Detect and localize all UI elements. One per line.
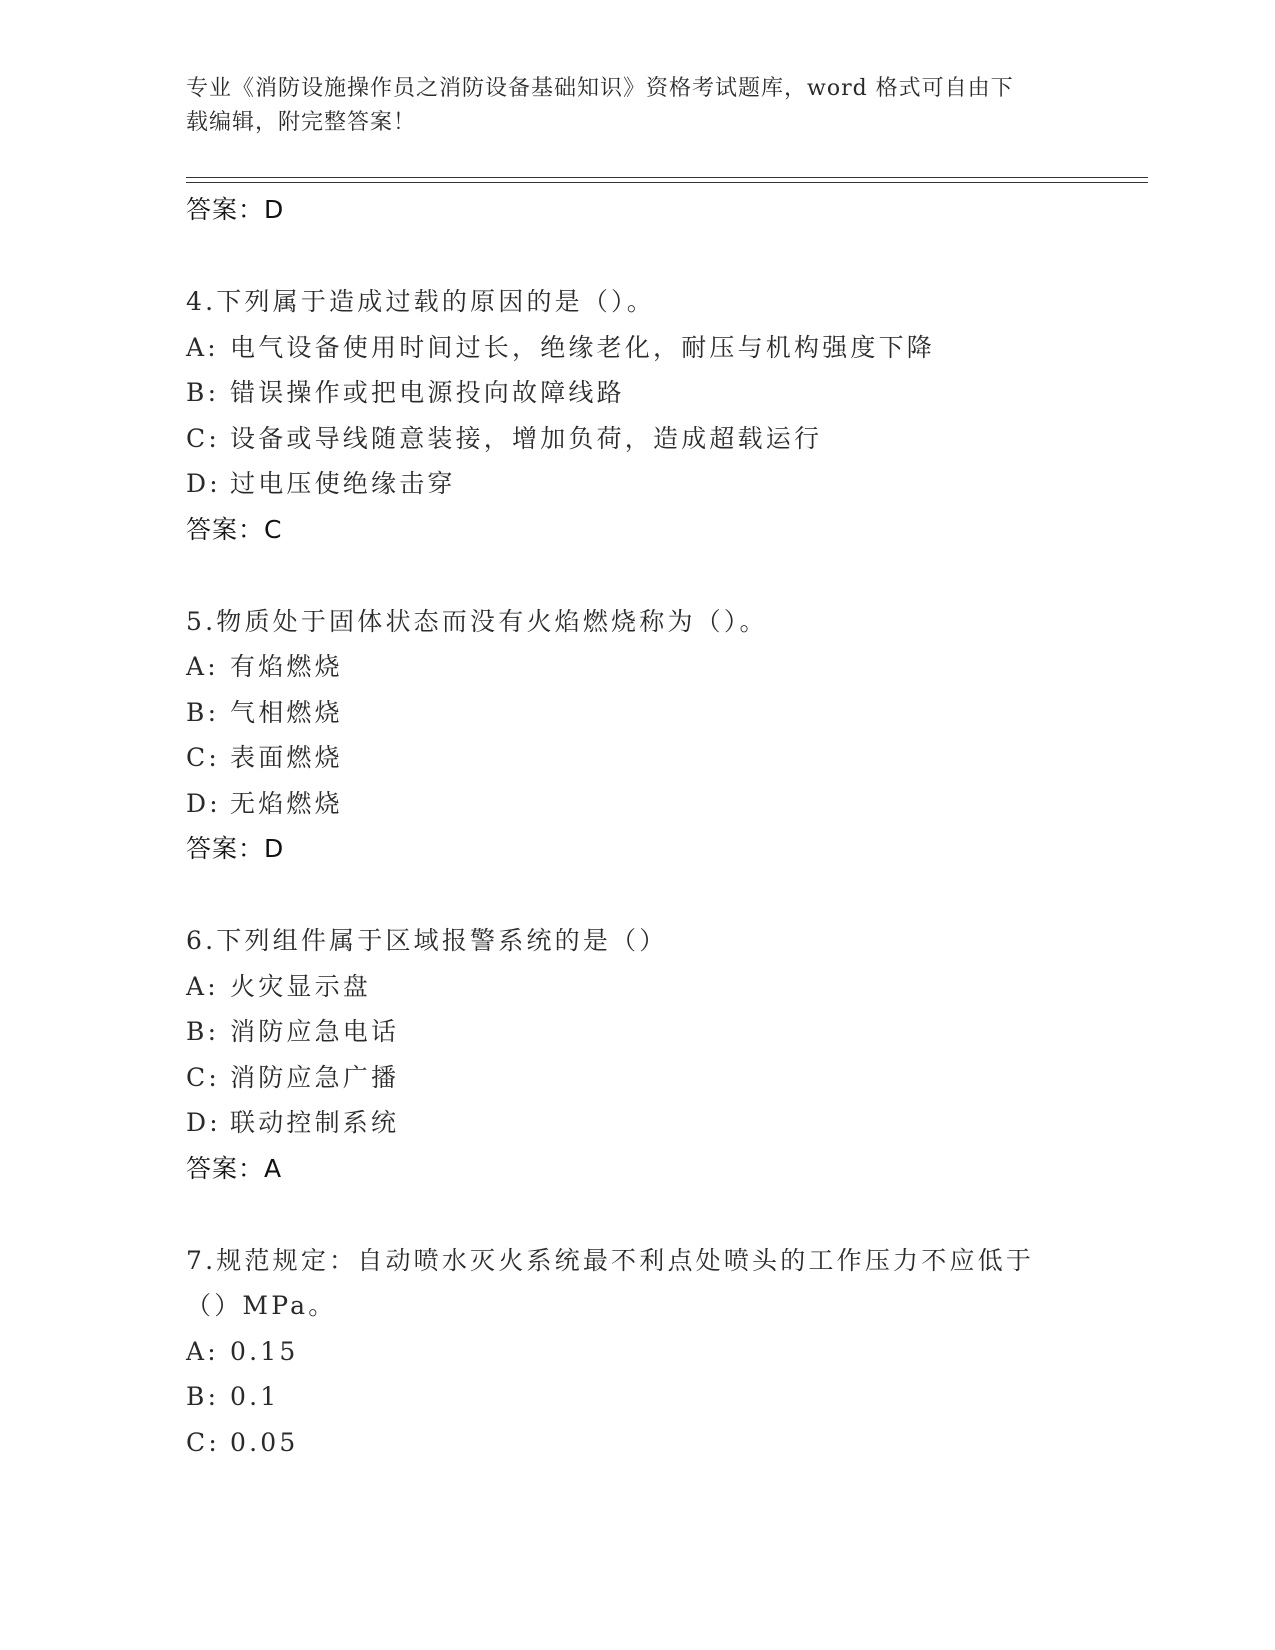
option-c <box>186 735 1086 781</box>
option-text: 0.1 <box>230 1382 280 1411</box>
question-title-line-2: （）MPa。 <box>186 1291 337 1320</box>
header-line-2: 载编辑，附完整答案！ <box>186 110 417 135</box>
option-b <box>186 690 1086 736</box>
option-text: 联动控制系统 <box>230 1108 400 1137</box>
question-7 <box>186 1238 1086 1466</box>
question-5 <box>186 599 1086 873</box>
option-b <box>186 1374 1086 1420</box>
option-a <box>186 325 1086 371</box>
option-text: 无焰燃烧 <box>230 788 343 818</box>
option-text: 0.05 <box>230 1427 299 1457</box>
option-text: 有焰燃烧 <box>230 652 343 681</box>
option-label: A: <box>186 332 219 362</box>
option-label: B: <box>186 697 220 727</box>
option-d <box>186 461 1086 507</box>
option-a <box>186 644 1086 690</box>
option-label: C: <box>186 423 220 453</box>
option-label: B: <box>186 378 220 407</box>
option-label: D: <box>186 1108 221 1137</box>
question-title: 4.下列属于造成过载的原因的是（）。 <box>186 287 655 316</box>
option-label: A: <box>186 652 219 681</box>
question-list <box>186 187 1086 1465</box>
answer: 答案：C <box>186 514 283 544</box>
option-b <box>186 1009 1086 1055</box>
option-label: C: <box>186 743 220 772</box>
option-label: D: <box>186 469 221 498</box>
question-title: 6.下列组件属于区域报警系统的是（） <box>186 926 668 955</box>
option-text: 气相燃烧 <box>230 697 343 727</box>
spacer <box>186 872 1086 918</box>
spacer <box>186 553 1086 599</box>
option-label: B: <box>186 1017 220 1046</box>
spacer <box>186 233 1086 279</box>
answer-previous: 答案：D <box>186 195 285 224</box>
header-line-1: 专业《消防设施操作员之消防设备基础知识》资格考试题库，word 格式可自由下 <box>186 76 1014 101</box>
spacer <box>186 1192 1086 1238</box>
option-text: 过电压使绝缘击穿 <box>230 469 456 498</box>
option-d <box>186 1100 1086 1146</box>
header-divider-top <box>186 177 1148 178</box>
option-label: A: <box>186 1336 219 1366</box>
document-header <box>186 72 1086 140</box>
option-text: 消防应急广播 <box>230 1062 400 1092</box>
option-text: 0.15 <box>230 1336 299 1366</box>
option-label: C: <box>186 1062 220 1092</box>
question-title-line-1: 7.规范规定：自动喷水灭火系统最不利点处喷头的工作压力不应低于 <box>186 1245 1035 1275</box>
option-label: A: <box>186 971 219 1001</box>
answer: 答案：D <box>186 834 285 863</box>
header-divider-bottom <box>186 182 1148 183</box>
option-d <box>186 781 1086 827</box>
option-label: D: <box>186 788 221 818</box>
option-text: 错误操作或把电源投向故障线路 <box>230 378 625 407</box>
option-text: 表面燃烧 <box>230 743 343 772</box>
option-text: 电气设备使用时间过长，绝缘老化，耐压与机构强度下降 <box>230 332 936 362</box>
answer: 答案：A <box>186 1153 283 1183</box>
option-label: C: <box>186 1427 220 1457</box>
option-c <box>186 416 1086 462</box>
question-6 <box>186 918 1086 1192</box>
question-title: 5.物质处于固体状态而没有火焰燃烧称为（）。 <box>186 606 768 636</box>
option-text: 设备或导线随意装接，增加负荷，造成超载运行 <box>230 423 823 453</box>
option-label: B: <box>186 1382 220 1411</box>
option-b <box>186 370 1086 416</box>
option-c <box>186 1420 1086 1466</box>
option-text: 消防应急电话 <box>230 1017 400 1046</box>
option-a <box>186 1329 1086 1375</box>
option-c <box>186 1055 1086 1101</box>
option-text: 火灾显示盘 <box>230 971 372 1001</box>
option-a <box>186 964 1086 1010</box>
question-4 <box>186 279 1086 553</box>
